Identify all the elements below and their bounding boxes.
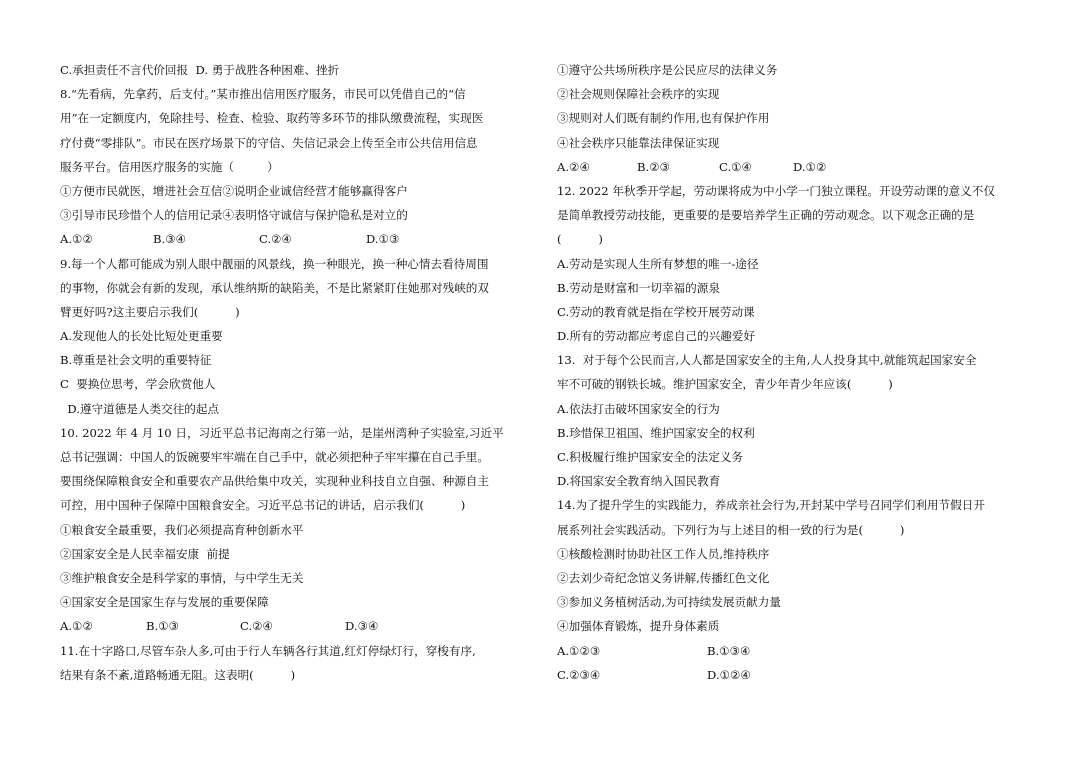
q9-stem-line: 9.每一个人都可能成为别人眼中靓丽的风景线，换一种眼光，换一种心情去看待周围 — [60, 256, 489, 271]
q7-options-tail: C.承担责任不言代价回报 D. 勇于战胜各种困难、挫折 — [60, 63, 340, 77]
q9-stem-line: 臂更好吗?这主要启示我们( ) — [60, 304, 240, 319]
q12-option-c: C.劳动的教育就是指在学校开展劳动课 — [557, 304, 755, 319]
question-14 — [557, 493, 1022, 687]
q14-options-row-1 — [557, 639, 1022, 663]
q9-option-a: A.发现他人的长处比短处更重要 — [60, 329, 223, 344]
question-13 — [557, 348, 1022, 493]
q11-option-a: A.②④ — [557, 159, 590, 174]
q11-statement: ②社会规则保障社会秩序的实现 — [557, 87, 720, 102]
q9-option-d: D.遵守道德是人类交往的起点 — [60, 401, 220, 416]
q14-option-d: D.①②④ — [707, 667, 751, 682]
q8-statement: ①方便市民就医，增进社会互信②说明企业诚信经营才能够赢得客户 — [60, 183, 408, 198]
q10-option-c: C.②④ — [240, 619, 273, 634]
q12-stem-line: 是简单教授劳动技能，更重要的是要培养学生正确的劳动观念。以下观念正确的是 — [557, 208, 975, 223]
q11-statement: ①遵守公共场所秩序是公民应尽的法律义务 — [557, 63, 778, 77]
q10-option-b: B.①③ — [146, 619, 179, 634]
q14-statement: ①核酸检测时协助社区工作人员,维持秩序 — [557, 546, 770, 561]
q10-statement: ①粮食安全最重要，我们必须提高育种创新水平 — [60, 522, 304, 537]
q14-statement: ③参加义务植树活动,为可持续发展贡献力量 — [557, 595, 781, 610]
q11-options — [557, 155, 1022, 179]
q8-stem-line: 服务平台。信用医疗服务的实施（ ） — [60, 159, 279, 174]
q10-statement: ②国家安全是人民幸福安康 前提 — [60, 546, 230, 561]
q10-stem-line: 10. 2022 年 4 月 10 日，习近平总书记海南之行第一站，是崖州湾种子实验室,习近平 — [60, 425, 504, 440]
question-10 — [60, 421, 522, 639]
q10-stem-line: 可控，用中国种子保障中国粮食安全。习近平总书记的讲话，启示我们( ) — [60, 498, 466, 513]
q14-statement: ②去刘少奇纪念馆义务讲解,传播红色文化 — [557, 570, 770, 585]
q13-stem-line: 13. 对于每个公民而言,人人都是国家安全的主角,人人投身其中,就能筑起国家安全 — [557, 353, 977, 368]
q8-stem-line: 用”在一定额度内，免除挂号、检查、检验、取药等多环节的排队缴费流程，实现医 — [60, 111, 484, 126]
q14-statement: ④加强体育锻炼，提升身体素质 — [557, 619, 720, 634]
q8-option-b: B.③④ — [153, 232, 186, 247]
q10-statement: ③维护粮食安全是科学家的事情，与中学生无关 — [60, 570, 304, 585]
q12-stem-line: ( ) — [557, 232, 603, 247]
q11-stem-line: 结果有条不紊,道路畅通无阻。这表明( ) — [60, 667, 296, 682]
q14-option-a: A.①②③ — [557, 643, 601, 658]
q13-stem-line: 牢不可破的钢铁长城。维护国家安全，青少年青少年应该( ) — [557, 377, 893, 392]
q14-options-row-2 — [557, 663, 1022, 687]
q12-option-d: D.所有的劳动都应考虑自己的兴趣爱好 — [557, 329, 756, 344]
q8-options — [60, 227, 522, 251]
q12-option-a: A.劳动是实现人生所有梦想的唯一-途径 — [557, 256, 759, 271]
q9-option-b: B.尊重是社会文明的重要特征 — [60, 353, 212, 368]
q10-stem-line: 要围绕保障粮食安全和重要农产品供给集中攻关，实现种业科技自立自强、种源自主 — [60, 474, 489, 489]
q11-option-c: C.①④ — [719, 159, 752, 174]
q10-option-a: A.①② — [60, 619, 93, 634]
q11-option-b: B.②③ — [637, 159, 670, 174]
q8-option-c: C.②④ — [259, 232, 292, 247]
q9-stem-line: 的事物，你就会有新的发现，承认维纳斯的缺陷美，不是比紧紧盯住她那对残峡的双 — [60, 280, 489, 295]
q10-options — [60, 614, 522, 638]
q8-stem-line: 8.“先看病，先拿药，后支付。”某市推出信用医疗服务，市民可以凭借自己的“信 — [60, 87, 466, 102]
q9-option-c: C 要换位思考，学会欣赏他人 — [60, 377, 216, 392]
q14-stem-line: 展系列社会实践活动。下列行为与上述目的相一致的行为是( ) — [557, 522, 905, 537]
q11-option-d: D.①② — [793, 159, 827, 174]
q8-stem-line: 疗付费“零排队”。市民在医疗场景下的守信、失信记录会上传至全市公共信用信息 — [60, 135, 478, 150]
right-column — [557, 58, 1022, 687]
q10-option-d: D.③④ — [345, 619, 379, 634]
q8-statement: ③引导市民珍惜个人的信用记录④表明恪守诚信与保护隐私是对立的 — [60, 208, 408, 223]
q8-option-a: A.①② — [60, 232, 93, 247]
left-column — [60, 58, 522, 687]
question-9 — [60, 252, 522, 421]
q14-stem-line: 14.为了提升学生的实践能力，养成亲社会行为,开封某中学号召同学们利用节假日开 — [557, 498, 985, 513]
question-12 — [557, 179, 1022, 348]
question-8 — [60, 82, 522, 251]
q13-option-c: C.积极履行维护国家安全的法定义务 — [557, 450, 744, 464]
question-11 — [60, 639, 522, 687]
q12-option-b: B.劳动是财富和一切幸福的源泉 — [557, 280, 720, 295]
q8-option-d: D.①③ — [366, 232, 400, 247]
q10-stem-line: 总书记强调：中国人的饭碗要牢牢端在自己手中，就必须把种子牢牢攥在自己手里。 — [60, 450, 489, 464]
q13-option-d: D.将国家安全教育纳入国民教育 — [557, 474, 721, 489]
q11-statement: ③规则对人们既有制约作用,也有保护作用 — [557, 111, 770, 126]
q11-stem-line: 11.在十字路口,尽管车杂人多,可由于行人车辆各行其道,红灯停绿灯行，穿梭有序, — [60, 643, 476, 658]
q10-statement: ④国家安全是国家生存与发展的重要保障 — [60, 595, 269, 610]
q13-option-b: B.珍惜保卫祖国、维护国家安全的权利 — [557, 425, 755, 440]
q12-stem-line: 12. 2022 年秋季开学起，劳动课将成为中小学一门独立课程。开设劳动课的意义不仅 — [557, 183, 995, 198]
q14-option-b: B.①③④ — [707, 643, 751, 658]
q11-statement: ④社会秩序只能靠法律保证实现 — [557, 135, 720, 150]
q14-option-c: C.②③④ — [557, 667, 601, 682]
q13-option-a: A.依法打击破坏国家安全的行为 — [557, 401, 720, 416]
